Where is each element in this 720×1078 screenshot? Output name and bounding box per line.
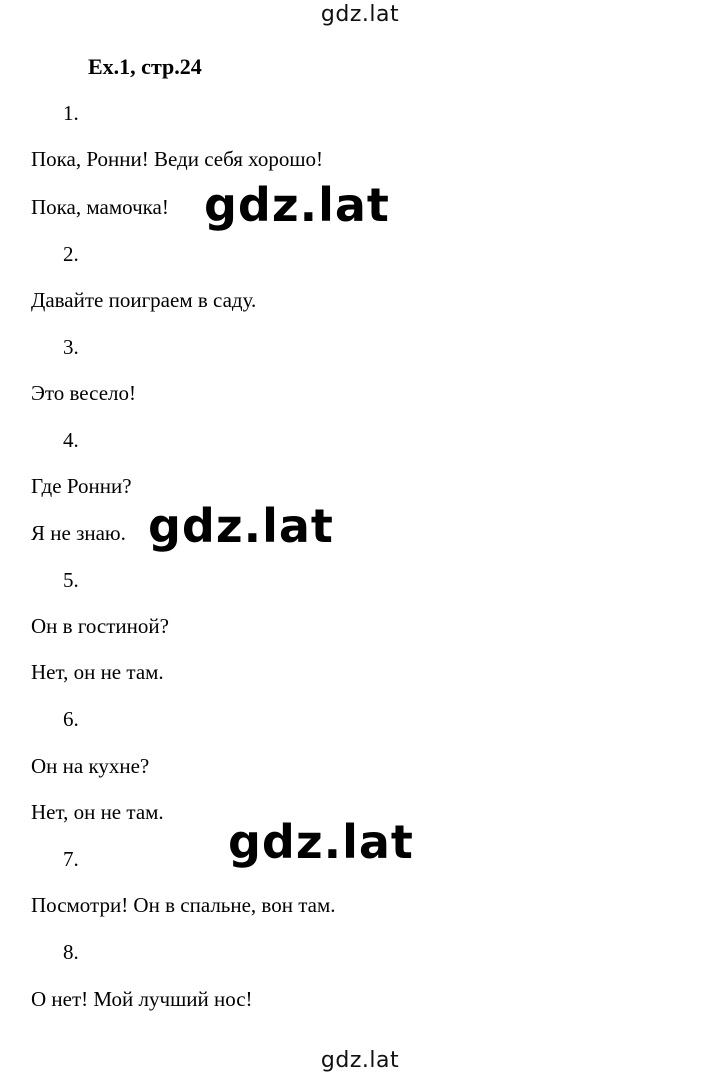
watermark-overlay: gdz.lat [228,815,414,869]
item-5-line-2: Нет, он не там. [31,660,164,684]
item-number-5: 5. [63,568,79,592]
watermark-top: gdz.lat [320,2,400,27]
item-4-line-2: Я не знаю. [31,521,126,545]
exercise-heading: Ex.1, стр.24 [88,54,202,79]
item-number-2: 2. [63,242,79,266]
watermark-overlay: gdz.lat [204,178,390,232]
item-number-3: 3. [63,335,79,359]
item-1-line-1: Пока, Ронни! Веди себя хорошо! [31,147,324,171]
item-1-line-2: Пока, мамочка! [31,195,169,219]
item-number-7: 7. [63,847,79,871]
item-number-4: 4. [63,428,79,452]
item-6-line-1: Он на кухне? [31,754,150,778]
item-8-line-1: О нет! Мой лучший нос! [31,987,253,1011]
item-number-1: 1. [63,101,79,125]
item-7-line-1: Посмотри! Он в спальне, вон там. [31,893,336,917]
item-5-line-1: Он в гостиной? [31,614,169,638]
item-6-line-2: Нет, он не там. [31,800,164,824]
item-3-line-1: Это весело! [31,381,137,405]
watermark-bottom: gdz.lat [320,1048,400,1073]
item-2-line-1: Давайте поиграем в саду. [31,288,257,312]
item-number-8: 8. [63,940,79,964]
item-number-6: 6. [63,707,79,731]
watermark-overlay: gdz.lat [148,499,334,553]
item-4-line-1: Где Ронни? [31,474,132,498]
